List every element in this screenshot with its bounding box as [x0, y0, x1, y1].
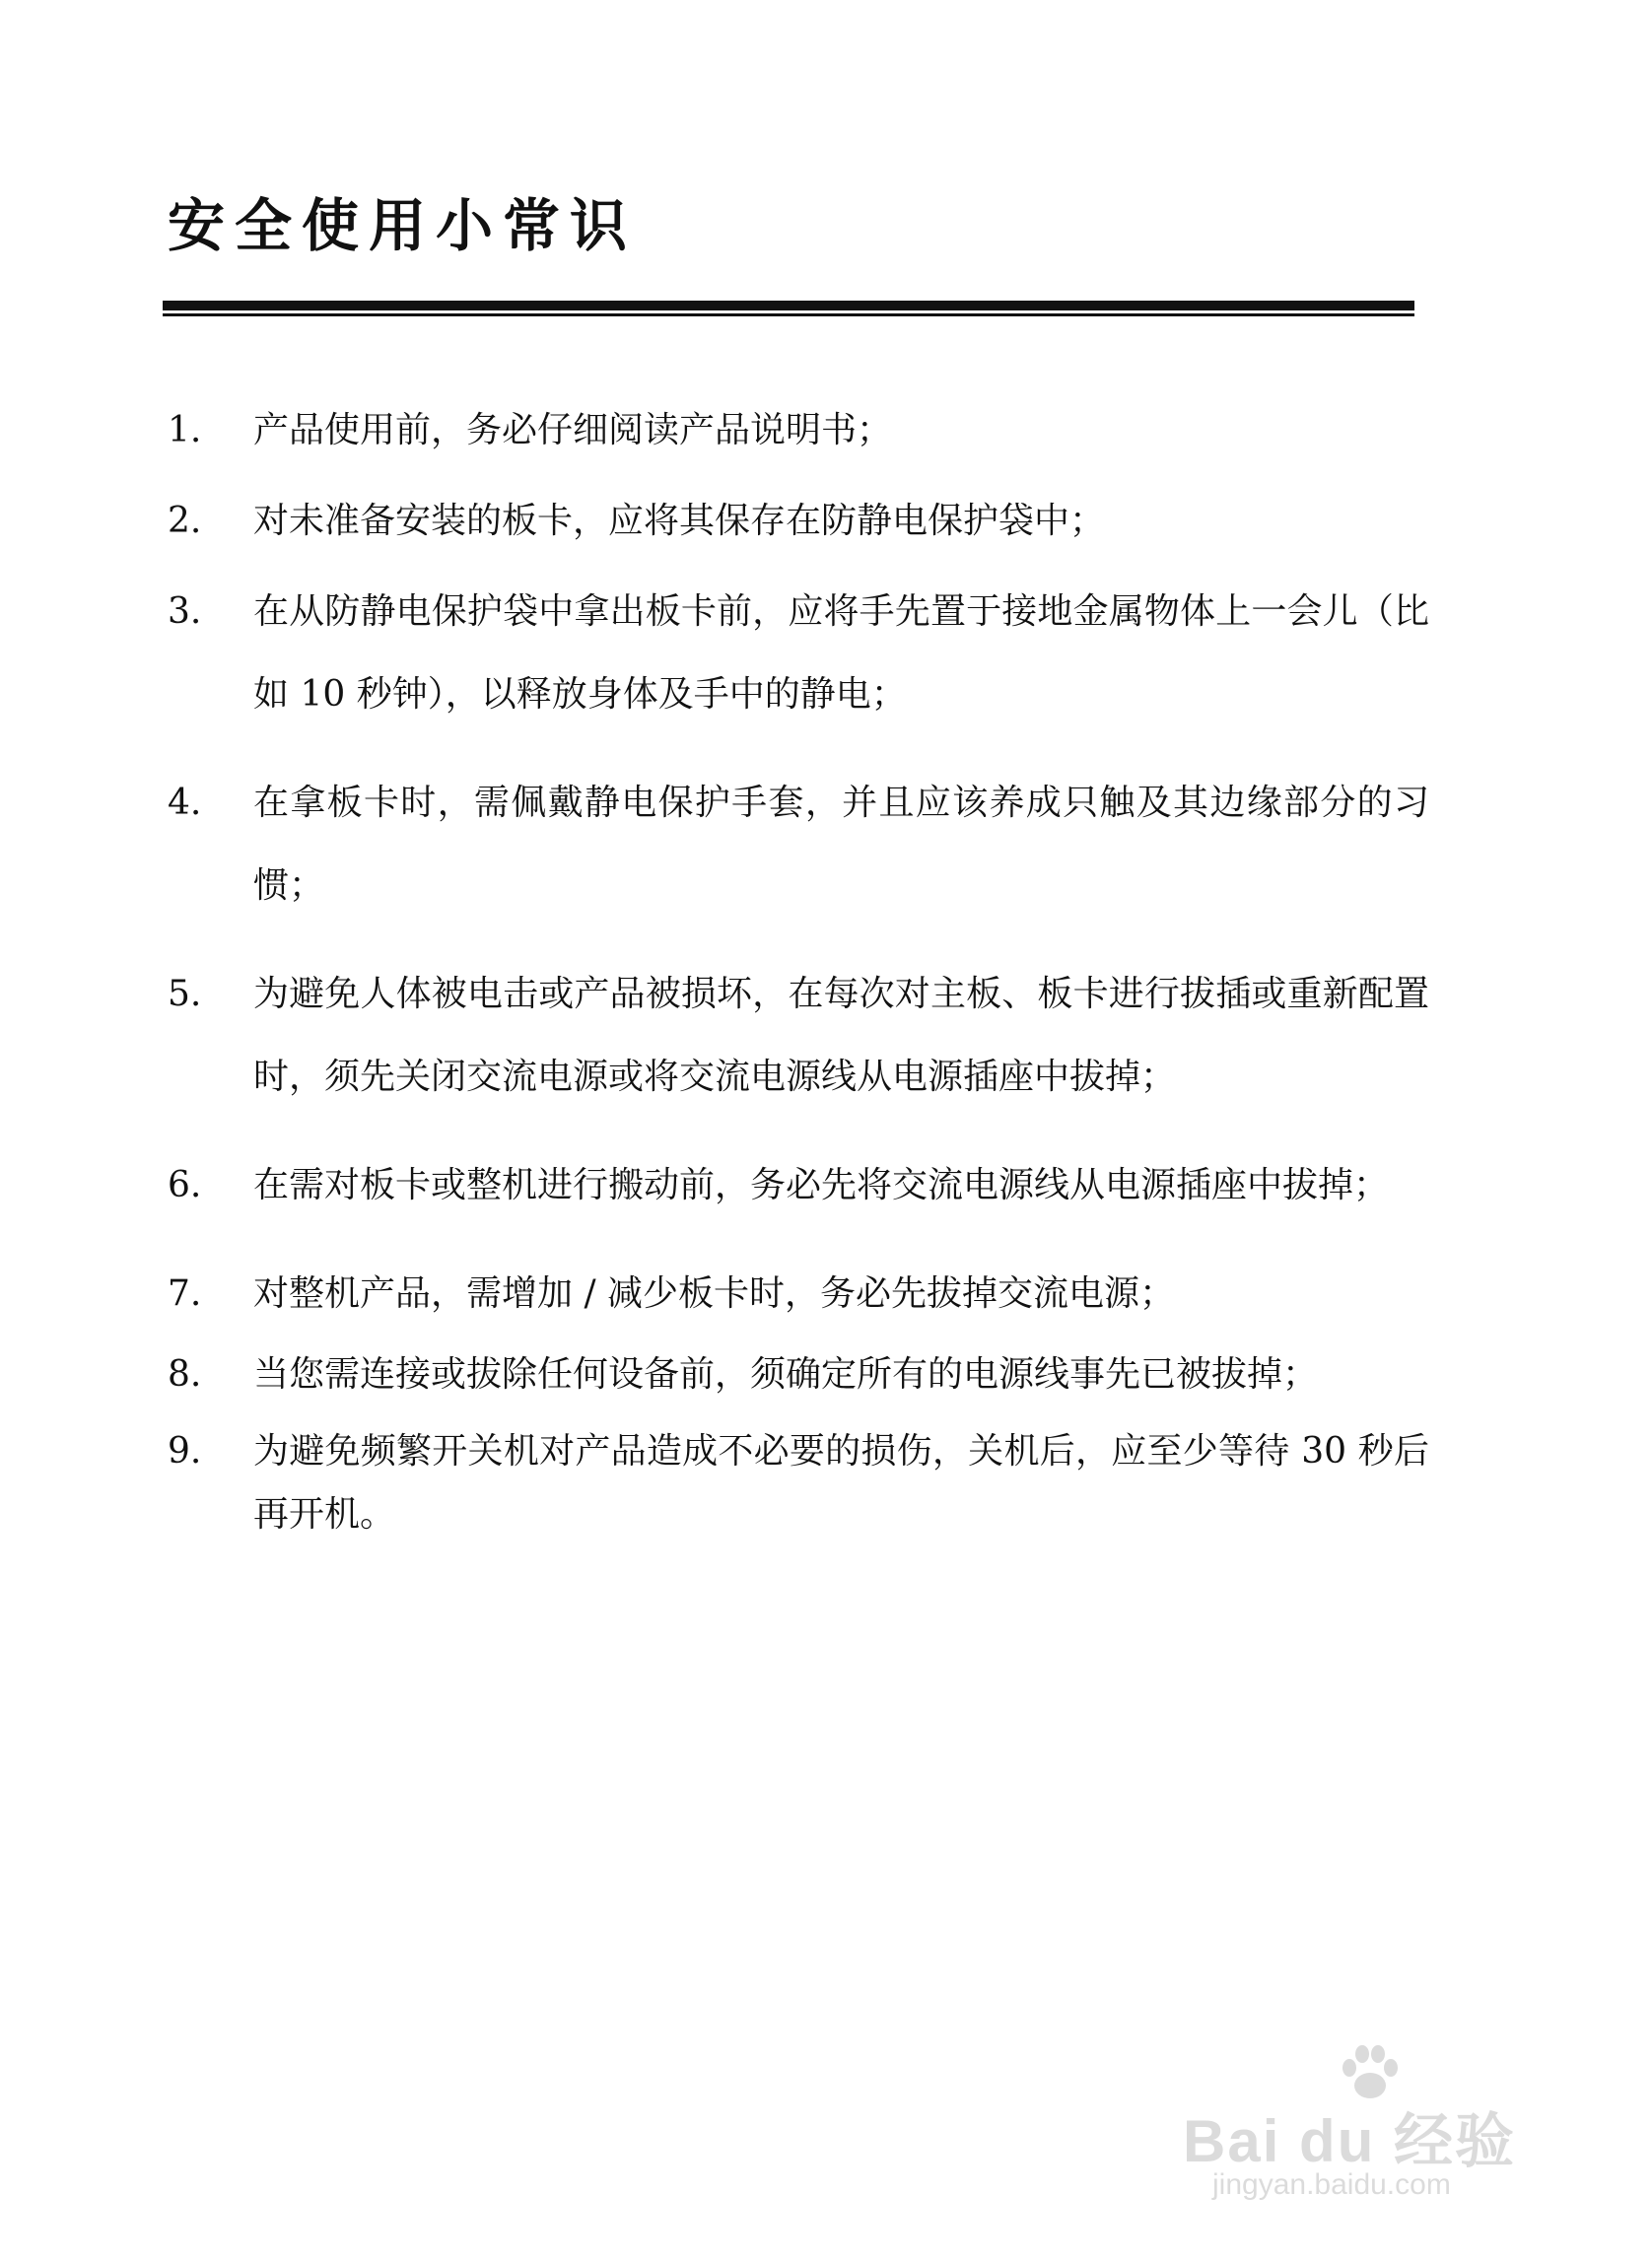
item-text: 在需对板卡或整机进行搬动前，务必先将交流电源线从电源插座中拔掉；	[253, 1165, 1390, 1205]
item-text: 当您需连接或拔除任何设备前，须确定所有的电源线事先已被拔掉；	[253, 1354, 1319, 1395]
list-item	[168, 389, 1429, 472]
item-number: 3.	[168, 591, 202, 632]
item-number: 1.	[168, 410, 202, 450]
item-text: 对未准备安装的板卡，应将其保存在防静电保护袋中；	[253, 501, 1106, 541]
item-number: 5.	[168, 974, 202, 1014]
item-number: 6.	[168, 1165, 202, 1205]
item-text: 在从防静电保护袋中拿出板卡前，应将手先置于接地金属物体上一会儿（比如 10 秒钟），以释放身体及手中的静电；	[253, 591, 1429, 715]
item-text: 为避免频繁开关机对产品造成不必要的损伤，关机后，应至少等待 30 秒后再开机。	[253, 1431, 1429, 1535]
list-item	[168, 480, 1429, 563]
item-number: 8.	[168, 1354, 202, 1395]
list-item	[168, 1420, 1429, 1546]
item-number: 9.	[168, 1431, 202, 1472]
list-item	[168, 1253, 1429, 1336]
cut-off-text-line	[168, 2239, 1055, 2262]
watermark-url: jingyan.baidu.com	[1212, 2168, 1451, 2201]
safety-notice-list	[168, 389, 1429, 1554]
list-item	[168, 1343, 1429, 1406]
list-item	[168, 1144, 1429, 1227]
item-number: 7.	[168, 1273, 202, 1314]
item-text: 产品使用前，务必仔细阅读产品说明书；	[253, 410, 893, 450]
item-number: 2.	[168, 501, 202, 541]
baidu-jingyan-watermark	[1173, 2040, 1587, 2201]
list-item	[168, 762, 1429, 927]
page-title: 安全使用小常识	[168, 192, 638, 259]
item-number: 4.	[168, 783, 202, 823]
list-item	[168, 571, 1429, 736]
item-text: 在拿板卡时，需佩戴静电保护手套，并且应该养成只触及其边缘部分的习惯；	[253, 783, 1429, 906]
title-divider-thin	[163, 313, 1414, 316]
watermark-brand: Bai du 经验	[1183, 2108, 1517, 2174]
list-item	[168, 953, 1429, 1119]
item-text: 为避免人体被电击或产品被损坏，在每次对主板、板卡进行拔插或重新配置时，须先关闭交流电源或将交流电源线从电源插座中拔掉；	[253, 974, 1429, 1097]
item-text: 对整机产品，需增加 / 减少板卡时，务必先拔掉交流电源；	[253, 1273, 1176, 1314]
title-divider-thick	[163, 301, 1414, 310]
